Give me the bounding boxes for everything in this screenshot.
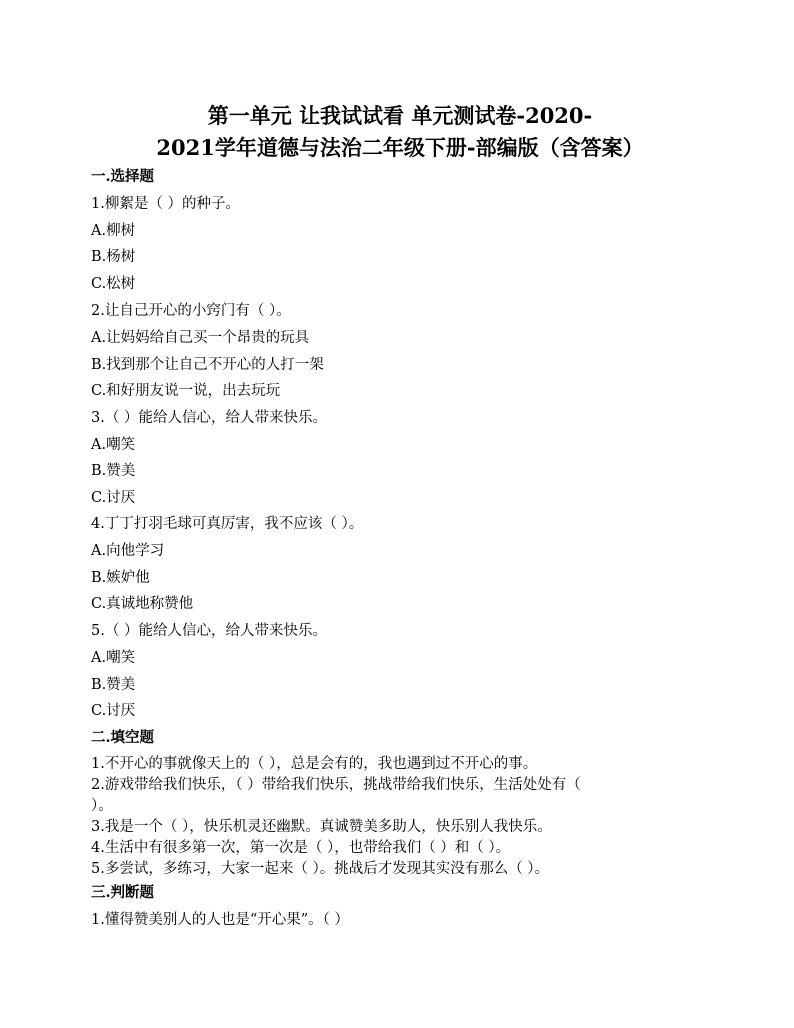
answer-option: C.讨厌 xyxy=(91,490,136,506)
answer-option: C.和好朋友说一说，出去玩玩 xyxy=(91,383,281,399)
answer-option: C.松树 xyxy=(91,276,136,292)
page-title-line-2: 2021学年道德与法治二年级下册-部编版（含答案） xyxy=(156,135,644,160)
question-stem: 1.柳絮是（ ）的种子。 xyxy=(91,196,240,212)
section-heading-judge: 三.判断题 xyxy=(91,884,155,901)
fill-question: 4.生活中有很多第一次，第一次是（ ），也带给我们（ ）和（ ）。 xyxy=(91,840,511,856)
question-stem: 5.（ ）能给人信心，给人带来快乐。 xyxy=(91,623,327,639)
fill-question: 2.游戏带给我们快乐，（ ）带给我们快乐，挑战带给我们快乐，生活处处有（ xyxy=(91,777,581,793)
judge-question: 1.懂得赞美别人的人也是“开心果”。（ ） xyxy=(91,912,350,928)
answer-option: A.向他学习 xyxy=(91,543,165,559)
answer-option: B.赞美 xyxy=(91,677,136,693)
question-stem: 2.让自己开心的小窍门有（ ）。 xyxy=(91,303,291,319)
answer-option: B.赞美 xyxy=(91,463,136,479)
answer-option: B.找到那个让自己不开心的人打一架 xyxy=(91,357,324,373)
answer-option: B.杨树 xyxy=(91,249,136,265)
answer-option: A.让妈妈给自己买一个昂贵的玩具 xyxy=(91,330,310,346)
answer-option: A.嘲笑 xyxy=(91,650,136,666)
answer-option: A.柳树 xyxy=(91,223,136,239)
answer-option: A.嘲笑 xyxy=(91,437,136,453)
fill-question: 3.我是一个（ ），快乐机灵还幽默。真诚赞美多助人，快乐别人我快乐。 xyxy=(91,819,552,835)
answer-option: C.真诚地称赞他 xyxy=(91,596,194,612)
question-stem: 4.丁丁打羽毛球可真厉害，我不应该（ ）。 xyxy=(91,516,364,532)
question-stem: 3.（ ）能给人信心，给人带来快乐。 xyxy=(91,410,327,426)
answer-option: B.嫉妒他 xyxy=(91,570,150,586)
section-heading-choice: 一.选择题 xyxy=(91,168,155,185)
fill-question-continuation: ）。 xyxy=(91,798,113,814)
page-title-line-1: 第一单元 让我试试看 单元测试卷-2020- xyxy=(207,103,593,128)
section-heading-fill: 二.填空题 xyxy=(91,729,155,746)
fill-question: 5.多尝试，多练习，大家一起来（ ）。挑战后才发现其实没有那么（ ）。 xyxy=(91,861,550,877)
fill-question: 1.不开心的事就像天上的（ ），总是会有的，我也遇到过不开心的事。 xyxy=(91,756,538,772)
answer-option: C.讨厌 xyxy=(91,703,136,719)
